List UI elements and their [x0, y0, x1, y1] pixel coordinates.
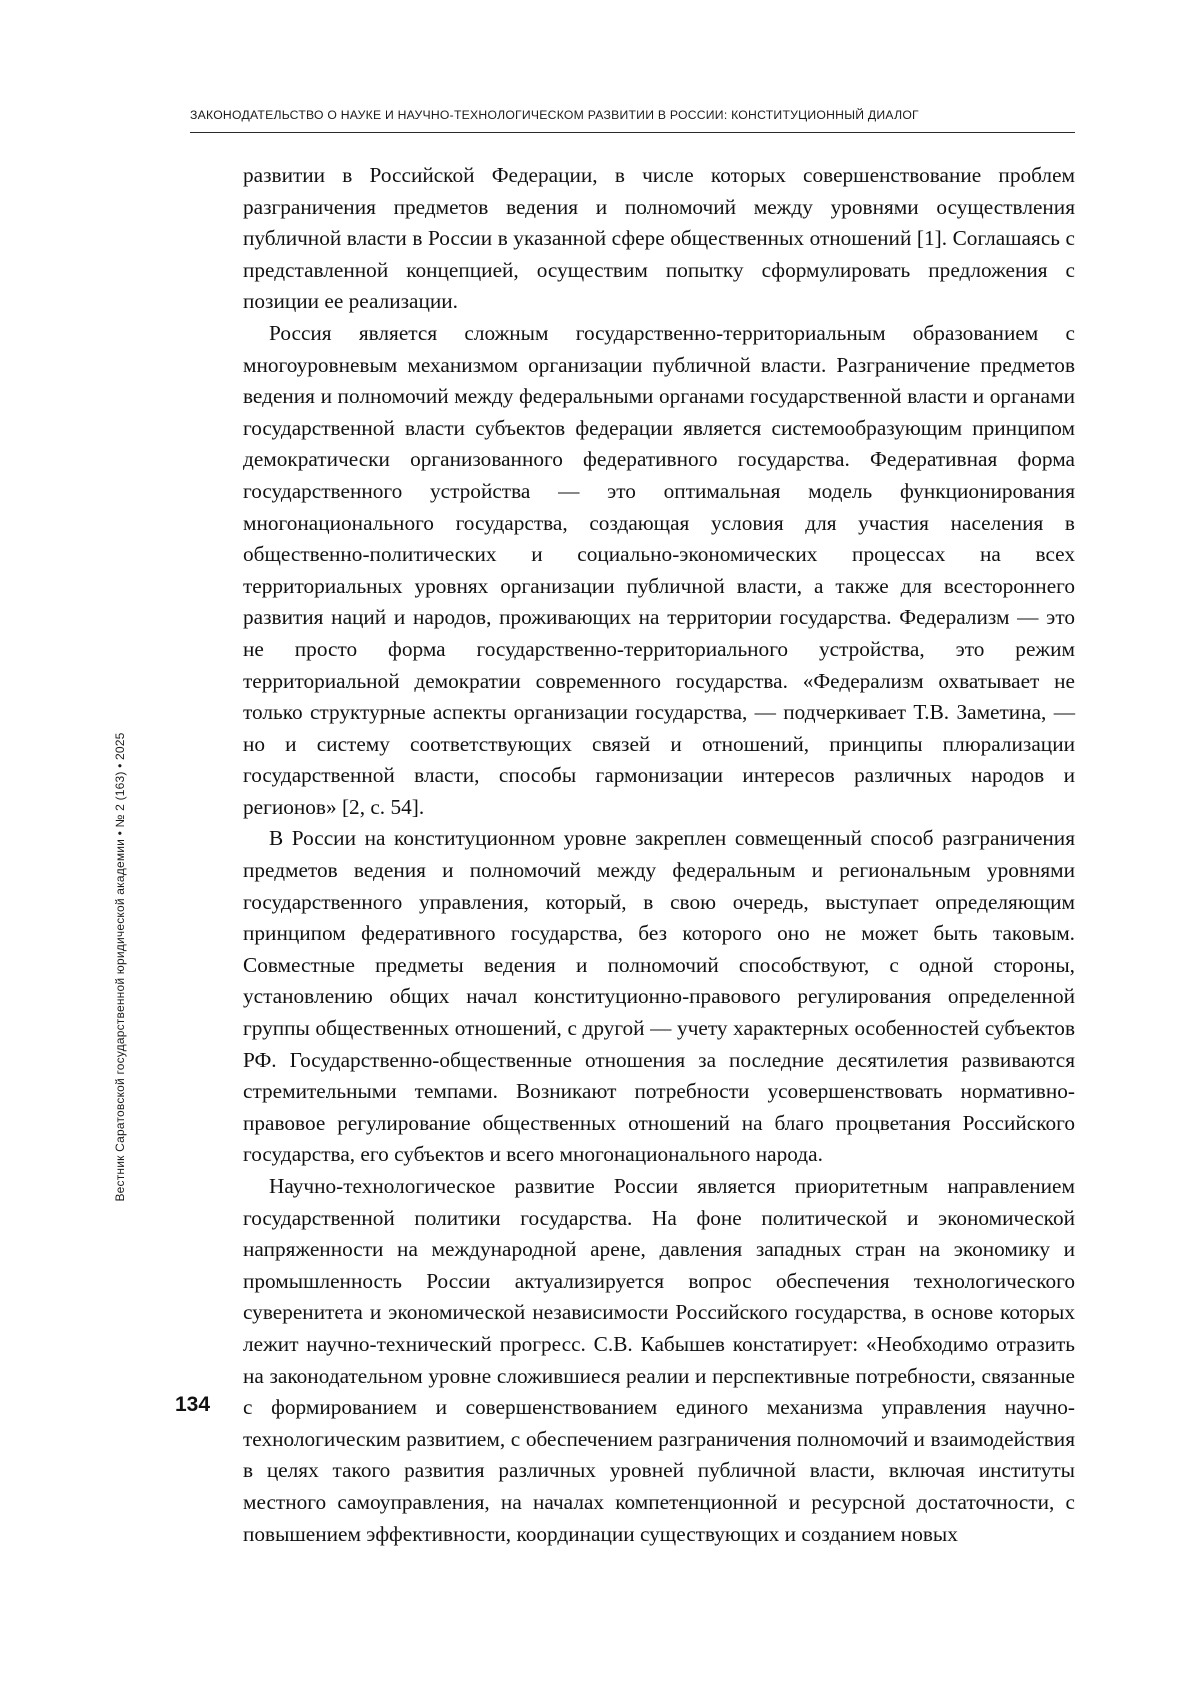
header-rule — [190, 132, 1075, 133]
paragraph: Россия является сложным государственно-территориальным образованием с многоуровневым механизмом организации публичной власти. Разграничение предметов ведения и полномочий между федеральными органами государственной власти и органами государственной власти субъектов федерации является системообразующим принципом демократически организованного федеративного государства. Федеративная форма государственного устройства — это оптимальная модель функционирования многонационального государства, создающая условия для участия населения в общественно-политических и социально-экономических процессах на всех территориальных уровнях организации публичной власти, а также для всестороннего развития наций и народов, проживающих на территории государства. Федерализм — это не просто форма государственно-территориального устройства, это режим территориальной демократии современного государства. «Федерализм охватывает не только структурные аспекты организации государства, — подчеркивает Т.В. Заметина, — но и систему соответствующих связей и отношений, принципы плюрализации государственной власти, способы гармонизации интересов различных народов и регионов» [2, с. 54]. — [243, 320, 1075, 819]
text-column — [243, 160, 1075, 1550]
paragraph: Научно-технологическое развитие России является приоритетным направлением государственной политики государства. На фоне политической и экономической напряженности на международной арене, давления западных стран на экономику и промышленность России актуализируется вопрос обеспечения технологического суверенитета и экономической независимости Российского государства, в основе которых лежит научно-технический прогресс. С.В. Кабышев констатирует: «Необходимо отразить на законодательном уровне сложившиеся реалии и перспективные потребности, связанные с формированием и совершенствованием единого механизма управления научно-технологическим развитием, с обеспечением разграничения полномочий и взаимодействия в целях такого развития различных уровней публичной власти, включая институты местного самоуправления, на началах компетенционной и ресурсной достаточности, с повышением эффективности, координации существующих и созданием новых — [243, 1174, 1075, 1546]
page-number: 134 — [175, 1393, 211, 1416]
journal-side-note: Вестник Саратовской государственной юридической академии • № 2 (163) • 2025 — [113, 732, 127, 1202]
running-head: ЗАКОНОДАТЕЛЬСТВО О НАУКЕ И НАУЧНО-ТЕХНОЛОГИЧЕСКОМ РАЗВИТИИ В РОССИИ: КОНСТИТУЦИОННЫЙ ДИАЛОГ — [190, 108, 919, 122]
paragraph: развитии в Российской Федерации, в числе которых совершенствование проблем разграничения предметов ведения и полномочий между уровнями осуществления публичной власти в России в указанной сфере общественных отношений [1]. Соглашаясь с представленной концепцией, осуществим попытку сформулировать предложения с позиции ее реализации. — [243, 163, 1075, 314]
paragraph: В России на конституционном уровне закреплен совмещенный способ разграничения предметов ведения и полномочий между федеральным и региональным уровнями государственного управления, который, в свою очередь, выступает определяющим принципом федеративного государства, без которого оно не может быть таковым. Совместные предметы ведения и полномочий способствуют, с одной стороны, установлению общих начал конституционно-правового регулирования определенной группы общественных отношений, с другой — учету характерных особенностей субъектов РФ. Государственно-общественные отношения за последние десятилетия развиваются стремительными темпами. Возникают потребности усовершенствовать нормативно-правовое регулирование общественных отношений на благо процветания Российского государства, его субъектов и всего многонационального народа. — [243, 826, 1075, 1167]
